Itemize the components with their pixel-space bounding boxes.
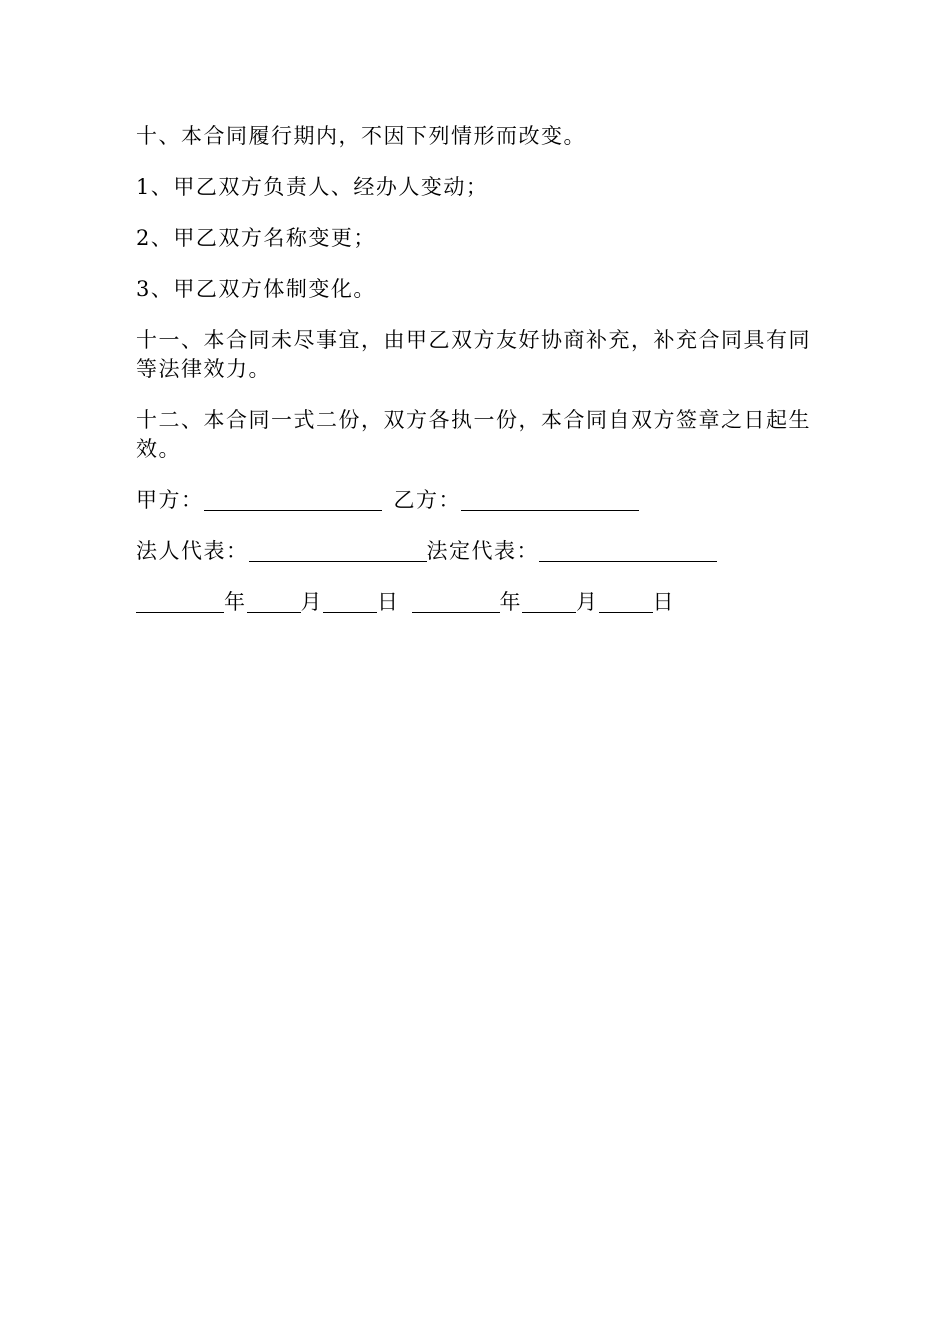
legal-rep-blank[interactable] bbox=[249, 539, 427, 562]
clause-10-item-3: 3、甲乙双方体制变化。 bbox=[136, 277, 376, 301]
party-signature-row bbox=[136, 486, 816, 515]
party-a-blank[interactable] bbox=[204, 488, 382, 511]
party-a-label: 甲方： bbox=[136, 488, 204, 512]
contract-body bbox=[136, 122, 816, 639]
party-a-year-blank[interactable] bbox=[136, 590, 224, 613]
year-label: 年 bbox=[224, 590, 247, 614]
date-row bbox=[136, 588, 816, 617]
party-b-blank[interactable] bbox=[461, 488, 639, 511]
party-a-day-blank[interactable] bbox=[323, 590, 377, 613]
legal-rep-label: 法人代表： bbox=[136, 539, 249, 563]
statutory-rep-label: 法定代表： bbox=[426, 539, 539, 563]
month-label: 月 bbox=[576, 590, 599, 614]
party-b-year-blank[interactable] bbox=[412, 590, 500, 613]
clause-10-item-2: 2、甲乙双方名称变更； bbox=[136, 226, 376, 250]
clause-11: 十一、本合同未尽事宜，由甲乙双方友好协商补充，补充合同具有同等法律效力。 bbox=[136, 328, 811, 381]
clause-12: 十二、本合同一式二份，双方各执一份，本合同自双方签章之日起生效。 bbox=[136, 408, 811, 461]
party-a-month-blank[interactable] bbox=[247, 590, 301, 613]
day-label: 日 bbox=[652, 590, 675, 614]
party-b-day-blank[interactable] bbox=[599, 590, 653, 613]
party-b-month-blank[interactable] bbox=[522, 590, 576, 613]
statutory-rep-blank[interactable] bbox=[539, 539, 717, 562]
month-label: 月 bbox=[300, 590, 323, 614]
representative-row bbox=[136, 537, 816, 566]
year-label: 年 bbox=[499, 590, 522, 614]
party-b-label: 乙方： bbox=[393, 488, 461, 512]
day-label: 日 bbox=[377, 590, 400, 614]
clause-10-heading: 十、本合同履行期内，不因下列情形而改变。 bbox=[136, 124, 586, 148]
clause-10-item-1: 1、甲乙双方负责人、经办人变动； bbox=[136, 175, 489, 199]
